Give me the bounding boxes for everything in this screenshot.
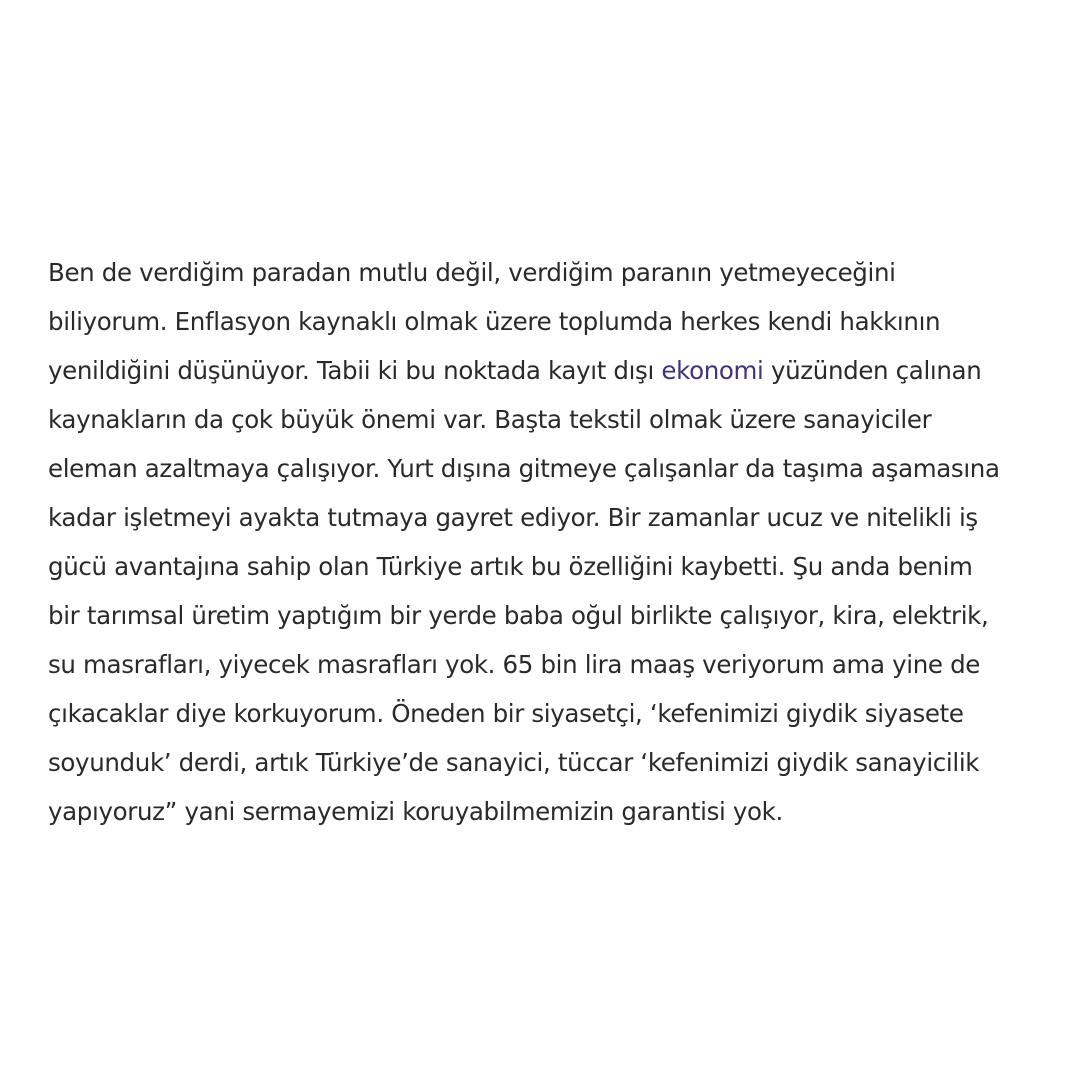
paragraph-line: çıkacaklar diye korkuyorum. Öneden bir siyasetçi, ‘kefenimizi giydik siyasete: [48, 699, 964, 728]
paragraph-line: soyunduk’ derdi, artık Türkiye’de sanayici, tüccar ‘kefenimizi giydik sanayicilik: [48, 748, 980, 777]
paragraph-line: biliyorum. Enflasyon kaynaklı olmak üzere toplumda herkes kendi hakkının: [48, 307, 941, 336]
paragraph-line: gücü avantajına sahip olan Türkiye artık bu özelliğini kaybetti. Şu anda benim: [48, 552, 973, 581]
line-text: yüzünden çalınan: [763, 356, 982, 385]
ekonomi-link[interactable]: ekonomi: [661, 356, 764, 385]
paragraph-line: bir tarımsal üretim yaptığım bir yerde baba oğul birlikte çalışıyor, kira, elektrik,: [48, 601, 989, 630]
paragraph-line: yapıyoruz” yani sermayemizi koruyabilmemizin garantisi yok.: [48, 797, 783, 826]
paragraph-line: su masrafları, yiyecek masrafları yok. 65 bin lira maaş veriyorum ama yine de: [48, 650, 981, 679]
line-text: yenildiğini düşünüyor. Tabii ki bu noktada kayıt dışı: [48, 356, 662, 385]
paragraph-line: [48, 346, 1048, 395]
paragraph-line: eleman azaltmaya çalışıyor. Yurt dışına gitmeye çalışanlar da taşıma aşamasına: [48, 454, 1000, 483]
article-body: [48, 248, 1048, 836]
article-paragraph: [48, 248, 1048, 836]
paragraph-line: kadar işletmeyi ayakta tutmaya gayret ediyor. Bir zamanlar ucuz ve nitelikli iş: [48, 503, 978, 532]
paragraph-line: kaynakların da çok büyük önemi var. Başta tekstil olmak üzere sanayiciler: [48, 405, 932, 434]
paragraph-line: Ben de verdiğim paradan mutlu değil, verdiğim paranın yetmeyeceğini: [48, 258, 896, 287]
